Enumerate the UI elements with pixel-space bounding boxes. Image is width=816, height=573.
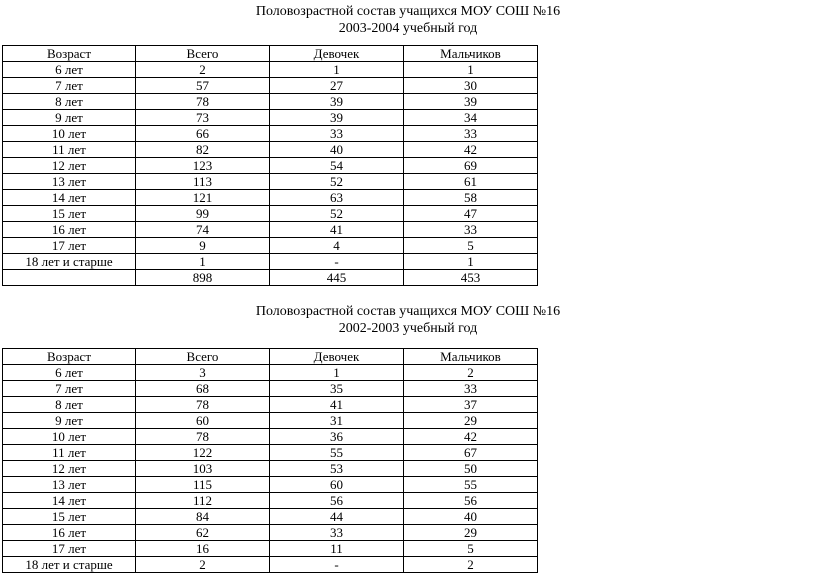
table-cell: 53 — [270, 461, 404, 477]
table-cell: 1 — [270, 365, 404, 381]
table-cell: 44 — [270, 509, 404, 525]
table-cell: 14 лет — [3, 190, 136, 206]
table-row — [3, 365, 538, 381]
table-cell: Всего — [136, 349, 270, 365]
table-row — [3, 206, 538, 222]
table-cell: 11 лет — [3, 142, 136, 158]
table-cell: 62 — [136, 525, 270, 541]
table-row — [3, 509, 538, 525]
table-cell: 103 — [136, 461, 270, 477]
table-cell: 39 — [270, 94, 404, 110]
table-cell: 10 лет — [3, 429, 136, 445]
table-cell: 18 лет и старше — [3, 254, 136, 270]
table-row — [3, 174, 538, 190]
table-cell: 33 — [404, 381, 538, 397]
table-cell: 78 — [136, 94, 270, 110]
table-cell: Всего — [136, 46, 270, 62]
table-row — [3, 126, 538, 142]
table-cell: 8 лет — [3, 397, 136, 413]
table-cell: 41 — [270, 397, 404, 413]
table-cell: 1 — [404, 62, 538, 78]
table-row — [3, 381, 538, 397]
table-row — [3, 110, 538, 126]
table-cell: 67 — [404, 445, 538, 461]
table-cell: - — [270, 254, 404, 270]
table-title-2002-2003 — [0, 303, 816, 337]
title-year-line: 2003-2004 учебный год — [338, 21, 478, 36]
table-cell: 66 — [136, 126, 270, 142]
table-header-row — [3, 46, 538, 62]
table-cell: 84 — [136, 509, 270, 525]
age-gender-table-2003-2004 — [2, 45, 538, 286]
table-cell: 55 — [270, 445, 404, 461]
table-cell: 40 — [404, 509, 538, 525]
table-row — [3, 477, 538, 493]
table-cell: 50 — [404, 461, 538, 477]
table-cell: 1 — [270, 62, 404, 78]
table-cell: 42 — [404, 429, 538, 445]
table-cell: 5 — [404, 541, 538, 557]
table-row — [3, 78, 538, 94]
title-year-line: 2002-2003 учебный год — [338, 321, 478, 336]
table-cell: 121 — [136, 190, 270, 206]
table-cell: 17 лет — [3, 541, 136, 557]
table-cell: 39 — [270, 110, 404, 126]
table-cell: 17 лет — [3, 238, 136, 254]
table-cell: 6 лет — [3, 365, 136, 381]
table-cell: 7 лет — [3, 381, 136, 397]
table-cell: 9 — [136, 238, 270, 254]
table-cell: 55 — [404, 477, 538, 493]
table-cell: Девочек — [270, 46, 404, 62]
table-cell: 12 лет — [3, 461, 136, 477]
table-cell: Девочек — [270, 349, 404, 365]
table-cell: 10 лет — [3, 126, 136, 142]
table-cell: 29 — [404, 525, 538, 541]
table-row — [3, 238, 538, 254]
table-row — [3, 190, 538, 206]
table-cell: 60 — [136, 413, 270, 429]
table-cell: 7 лет — [3, 78, 136, 94]
table-cell: 14 лет — [3, 493, 136, 509]
table-cell: 16 лет — [3, 222, 136, 238]
table-cell: 52 — [270, 174, 404, 190]
table-cell: 13 лет — [3, 477, 136, 493]
table-cell — [3, 270, 136, 286]
table-cell: 112 — [136, 493, 270, 509]
table-row — [3, 94, 538, 110]
table-row — [3, 158, 538, 174]
table-row — [3, 413, 538, 429]
table-cell: 78 — [136, 429, 270, 445]
table-cell: 11 — [270, 541, 404, 557]
table-cell: 47 — [404, 206, 538, 222]
table-cell: 69 — [404, 158, 538, 174]
table-cell: 27 — [270, 78, 404, 94]
table-cell: 68 — [136, 381, 270, 397]
table-row — [3, 557, 538, 573]
table-cell: 15 лет — [3, 509, 136, 525]
table-cell: 57 — [136, 78, 270, 94]
table-cell: 2 — [136, 557, 270, 573]
table-cell: 36 — [270, 429, 404, 445]
age-gender-table-2002-2003 — [2, 348, 538, 573]
table-row — [3, 397, 538, 413]
table-cell: 33 — [404, 126, 538, 142]
table-cell: 2 — [404, 557, 538, 573]
table-cell: 8 лет — [3, 94, 136, 110]
table-cell: 18 лет и старше — [3, 557, 136, 573]
table-row — [3, 541, 538, 557]
table-cell: 1 — [136, 254, 270, 270]
table-cell: 33 — [270, 525, 404, 541]
table-cell: 56 — [270, 493, 404, 509]
table-cell: 9 лет — [3, 110, 136, 126]
table-cell: 60 — [270, 477, 404, 493]
table-cell: 9 лет — [3, 413, 136, 429]
table-body — [3, 349, 538, 573]
table-cell: 41 — [270, 222, 404, 238]
table-cell: 115 — [136, 477, 270, 493]
table-row — [3, 461, 538, 477]
table-cell: 35 — [270, 381, 404, 397]
table-row — [3, 254, 538, 270]
table-cell: 15 лет — [3, 206, 136, 222]
table-cell: 82 — [136, 142, 270, 158]
table-cell: 12 лет — [3, 158, 136, 174]
table-cell: 54 — [270, 158, 404, 174]
table-cell: 898 — [136, 270, 270, 286]
table-cell: 73 — [136, 110, 270, 126]
table-cell: 13 лет — [3, 174, 136, 190]
title-school-line: Половозрастной состав учащихся МОУ СОШ №16 — [255, 4, 561, 19]
table-row — [3, 142, 538, 158]
table-cell: 40 — [270, 142, 404, 158]
table-cell: 56 — [404, 493, 538, 509]
table-title-2003-2004 — [0, 3, 816, 37]
table-cell: 123 — [136, 158, 270, 174]
table-cell: 74 — [136, 222, 270, 238]
table-cell: 33 — [404, 222, 538, 238]
table-cell: 63 — [270, 190, 404, 206]
table-cell: Возраст — [3, 46, 136, 62]
table-cell: 453 — [404, 270, 538, 286]
table-cell: Возраст — [3, 349, 136, 365]
table-cell: 58 — [404, 190, 538, 206]
table-cell: 33 — [270, 126, 404, 142]
table-cell: Мальчиков — [404, 349, 538, 365]
table-cell: 52 — [270, 206, 404, 222]
table-row — [3, 525, 538, 541]
table-cell: 4 — [270, 238, 404, 254]
table-cell: 29 — [404, 413, 538, 429]
table-cell: 42 — [404, 142, 538, 158]
table-cell: 6 лет — [3, 62, 136, 78]
table-header-row — [3, 349, 538, 365]
table-cell: 122 — [136, 445, 270, 461]
table-cell: 16 — [136, 541, 270, 557]
table-cell: 3 — [136, 365, 270, 381]
table-cell: 2 — [404, 365, 538, 381]
table-row — [3, 429, 538, 445]
table-cell: 31 — [270, 413, 404, 429]
table-row — [3, 62, 538, 78]
table-cell: 37 — [404, 397, 538, 413]
table-total-row — [3, 270, 538, 286]
table-cell: 16 лет — [3, 525, 136, 541]
table-cell: 11 лет — [3, 445, 136, 461]
table-row — [3, 222, 538, 238]
table-cell: 5 — [404, 238, 538, 254]
table-cell: 30 — [404, 78, 538, 94]
table-cell: - — [270, 557, 404, 573]
table-row — [3, 493, 538, 509]
table-cell: 445 — [270, 270, 404, 286]
table-cell: Мальчиков — [404, 46, 538, 62]
table-cell: 61 — [404, 174, 538, 190]
table-cell: 78 — [136, 397, 270, 413]
table-cell: 34 — [404, 110, 538, 126]
table-cell: 1 — [404, 254, 538, 270]
table-cell: 39 — [404, 94, 538, 110]
title-school-line: Половозрастной состав учащихся МОУ СОШ №16 — [255, 304, 561, 319]
table-cell: 113 — [136, 174, 270, 190]
table-body — [3, 46, 538, 286]
table-row — [3, 445, 538, 461]
table-cell: 2 — [136, 62, 270, 78]
table-cell: 99 — [136, 206, 270, 222]
